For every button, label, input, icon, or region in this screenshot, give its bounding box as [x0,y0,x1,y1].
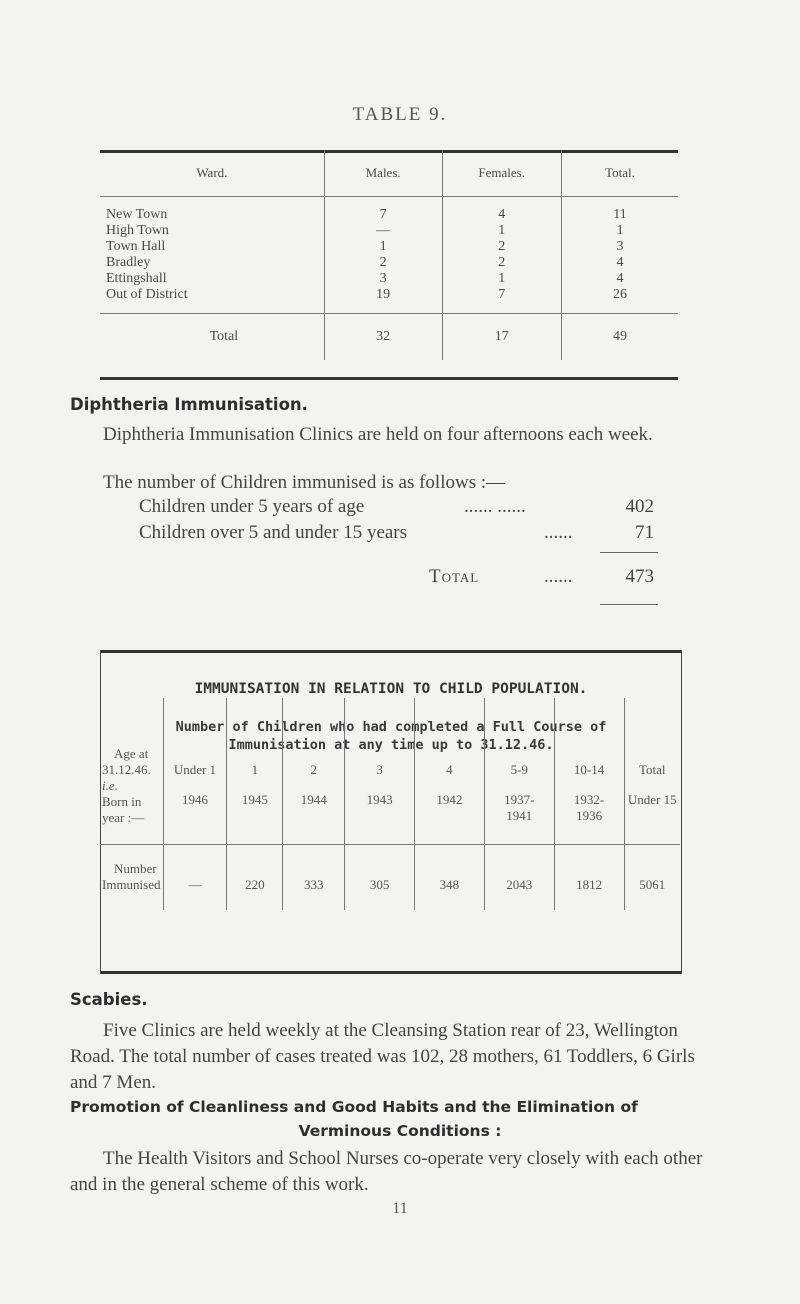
diphtheria-paragraph: Diphtheria Immunisation Clinics are held on four afternoons each week. [103,424,653,445]
label-born-in: Born in [102,794,142,809]
age-cell: 2 1944 [283,698,345,844]
table-row [100,197,678,224]
label-date: 31.12.46. [102,762,151,777]
table-row [100,239,678,255]
item-label: Children under 5 years of age [139,496,365,517]
ward-name: Town Hall [106,239,166,254]
label-number: Number [114,860,157,876]
number-cell: 1812 [554,844,624,910]
cell-females: 1 [442,271,561,287]
item-dots: ...... [544,522,573,543]
age-row [100,698,680,844]
number-cell: 348 [414,844,484,910]
diphtheria-intro: The number of Children immunised is as follows :— [103,472,506,493]
total-label: Total [100,314,324,361]
item-label: Children over 5 and under 15 years [139,522,408,543]
number-label-cell [100,844,163,910]
number-cell: 220 [227,844,283,910]
scabies-heading: Scabies. [70,990,148,1009]
total-females: 17 [442,314,561,361]
ward-table [100,150,678,360]
table-row [100,287,678,314]
item-value: 71 [635,522,654,543]
ward-name: New Town [106,207,168,222]
ward-name: Ettingshall [106,271,167,286]
cell-total: 1 [561,223,678,239]
age-cell: 10-14 1932- 1936 [554,698,624,844]
cell-total: 11 [561,197,678,224]
table-row [100,223,678,239]
age-cell: 1 1945 [227,698,283,844]
cell-total: 4 [561,271,678,287]
age-cell: Total Under 15 [624,698,680,844]
cell-males: 7 [324,197,442,224]
label-ie: i.e. [102,778,118,793]
item-value: 402 [625,496,654,517]
table-row [100,255,678,271]
cell-females: 1 [442,223,561,239]
item-dots: ...... ...... [464,496,526,517]
label-immunised: Immunised [102,876,161,892]
cell-total: 4 [561,255,678,271]
ward-name: Out of District [106,287,188,302]
immunisation-subtitle-2: Immunisation at any time up to 31.12.46. [228,737,554,753]
header-total: Total. [561,150,678,197]
cell-females: 2 [442,239,561,255]
age-cell: Under 1 1946 [163,698,227,844]
table-caption: TABLE 9. [352,104,448,125]
sum-rule [600,604,658,605]
promotion-heading-1: Promotion of Cleanliness and Good Habits and the Elimination of [70,1098,638,1116]
list-item [139,496,659,518]
immunisation-subtitle-1: Number of Children who had completed a Full Course of [175,719,607,735]
page-number: 11 [392,1200,408,1217]
header-males: Males. [324,150,442,197]
number-row [100,844,680,910]
age-label-cell [100,698,163,844]
cell-males: 2 [324,255,442,271]
cell-females: 2 [442,255,561,271]
ward-name: High Town [106,223,169,238]
table-total-row [100,314,678,361]
number-cell: 305 [345,844,415,910]
age-cell: 4 1942 [414,698,484,844]
cell-males: 3 [324,271,442,287]
number-cell: — [163,844,227,910]
age-cell: 5-9 1937- 1941 [484,698,554,844]
number-cell: 2043 [484,844,554,910]
label-year: year :— [102,810,145,825]
scabies-paragraph: Five Clinics are held weekly at the Cleansing Station rear of 23, Wellington Road. The total number of cases treated was 102, 28 mothers, 61 Toddlers, 6 Girls and 7 Men. [70,1020,695,1093]
cell-total: 3 [561,239,678,255]
table-header-row [100,150,678,197]
cell-males: 19 [324,287,442,314]
diphtheria-heading: Diphtheria Immunisation. [70,395,308,414]
immunisation-table [100,698,680,910]
list-item [139,522,659,544]
number-cell: 333 [283,844,345,910]
ward-name: Bradley [106,255,151,270]
sum-rule [600,552,658,553]
cell-males: — [324,223,442,239]
cell-females: 4 [442,197,561,224]
total-label: Total [429,566,480,587]
cell-females: 7 [442,287,561,314]
total-value: 473 [625,566,654,587]
promotion-paragraph: The Health Visitors and School Nurses co-operate very closely with each other and in the general scheme of this work. [70,1148,703,1195]
header-ward: Ward. [100,150,324,197]
header-females: Females. [442,150,561,197]
total-males: 32 [324,314,442,361]
age-cell: 3 1943 [345,698,415,844]
label-age-at: Age at [114,746,149,761]
promotion-heading-2: Verminous Conditions : [298,1122,502,1140]
number-cell: 5061 [624,844,680,910]
total-dots: ...... [544,566,573,587]
immunisation-title: IMMUNISATION IN RELATION TO CHILD POPULATION. [194,681,588,697]
total-total: 49 [561,314,678,361]
cell-males: 1 [324,239,442,255]
table-row [100,271,678,287]
cell-total: 26 [561,287,678,314]
